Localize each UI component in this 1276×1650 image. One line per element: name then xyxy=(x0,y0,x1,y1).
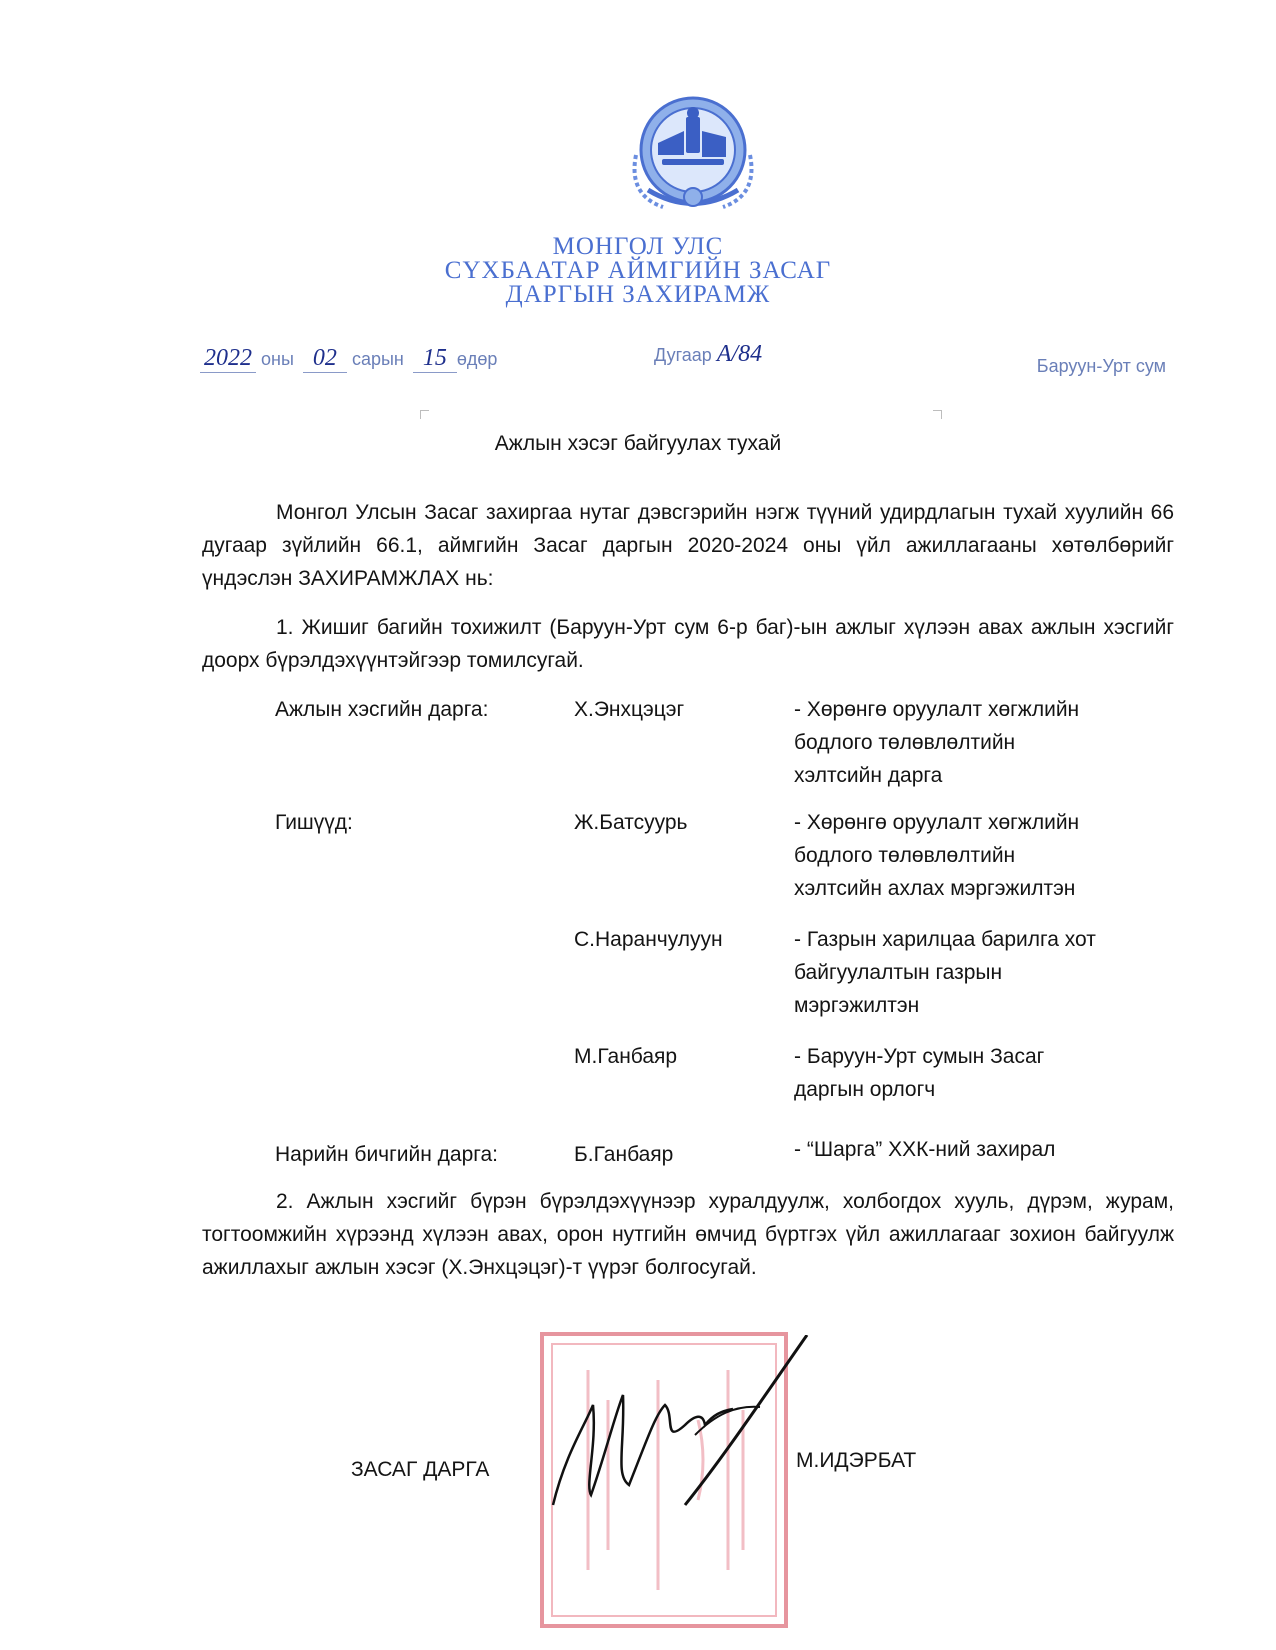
clause-2-text: 2. Ажлын хэсгийг бүрэн бүрэлдэхүүнээр хуралдуулж, холбогдох хууль, дүрэм, журам, тогтоомжийн хүрээнд хүлээн авах, орон нутгийн өмчид бүртгэх үйл ажиллагааг зохион байгуулж ажиллахыг ажлын хэсэг (Х.Энхцэцэг)-т үүрэг болгосугай. xyxy=(202,1190,1174,1279)
signatory-name: М.ИДЭРБАТ xyxy=(796,1449,917,1472)
member-name: Б.Ганбаяр xyxy=(574,1143,674,1166)
desc-line: даргын орлогч xyxy=(794,1078,936,1101)
desc-line: хэлтсийн дарга xyxy=(794,764,943,787)
date-year: 2022 xyxy=(200,345,256,373)
corner-mark-right xyxy=(933,410,942,419)
corner-mark-left xyxy=(420,410,429,419)
org-name-line1: МОНГОЛ УЛС xyxy=(552,233,724,260)
order-number-label: Дугаар xyxy=(654,345,712,365)
org-name-line3: ДАРГЫН ЗАХИРАМЖ xyxy=(505,281,771,308)
order-number-field xyxy=(654,341,762,368)
signatory-role: ЗАСАГ ДАРГА xyxy=(351,1458,490,1481)
member-description xyxy=(794,923,1174,1022)
date-month: 02 xyxy=(303,345,347,373)
member-name: Х.Энхцэцэг xyxy=(574,698,685,721)
intro-text: Монгол Улсын Засаг захиргаа нутаг дэвсгэрийн нэгж түүний удирдлагын тухай хуулийн 66 дугаар зүйлийн 66.1, аймгийн Засаг даргын 2020-2024 оны үйл ажиллагааны хөтөлбөрийг үндэслэн ЗАХИРАМЖЛАХ нь: xyxy=(202,501,1174,590)
desc-line: - Газрын харилцаа барилга хот xyxy=(794,928,1096,951)
place-name: Баруун-Урт сум xyxy=(1036,356,1166,376)
member-description xyxy=(794,806,1174,905)
member-description xyxy=(794,1133,1174,1166)
date-month-suffix: сарын xyxy=(351,349,404,369)
order-number: А/84 xyxy=(716,341,763,367)
desc-line: байгуулалтын газрын xyxy=(794,961,1003,984)
document-title: Ажлын хэсэг байгуулах тухай xyxy=(494,432,782,455)
date-field xyxy=(200,345,497,373)
date-day: 15 xyxy=(413,345,457,373)
member-role: Ажлын хэсгийн дарга: xyxy=(275,698,489,721)
member-role: Гишүүд: xyxy=(275,811,353,834)
member-name: М.Ганбаяр xyxy=(574,1045,678,1068)
clause-2-paragraph xyxy=(202,1185,1174,1284)
date-day-suffix: өдөр xyxy=(456,349,498,369)
desc-line: - “Шарга” ХХК-ний захирал xyxy=(794,1138,1056,1161)
org-name-line2: СҮХБААТАР АЙМГИЙН ЗАСАГ xyxy=(444,257,832,284)
desc-line: мэргэжилтэн xyxy=(794,994,920,1017)
clause-1-text: 1. Жишиг багийн тохижилт (Баруун-Урт сум 6-р баг)-ын ажлыг хүлээн авах ажлын хэсгийг доорх бүрэлдэхүүнтэйгээр томилсугай. xyxy=(202,616,1174,672)
member-description xyxy=(794,693,1174,792)
desc-line: - Хөрөнгө оруулалт хөгжлийн xyxy=(794,811,1080,834)
handwritten-signature-icon xyxy=(545,1335,855,1525)
desc-line: хэлтсийн ахлах мэргэжилтэн xyxy=(794,877,1076,900)
clause-1-paragraph xyxy=(202,611,1174,677)
desc-line: - Хөрөнгө оруулалт хөгжлийн xyxy=(794,698,1080,721)
desc-line: - Баруун-Урт сумын Засаг xyxy=(794,1045,1045,1068)
member-name: С.Наранчулуун xyxy=(574,928,723,951)
member-name: Ж.Батсуурь xyxy=(574,811,688,834)
date-year-suffix: оны xyxy=(261,349,294,369)
member-description xyxy=(794,1040,1174,1106)
desc-line: бодлого төлөвлөлтийн xyxy=(794,844,1016,867)
intro-paragraph xyxy=(202,496,1174,595)
mongolia-state-emblem-icon xyxy=(618,95,768,225)
desc-line: бодлого төлөвлөлтийн xyxy=(794,731,1016,754)
member-role: Нарийн бичгийн дарга: xyxy=(275,1143,498,1166)
